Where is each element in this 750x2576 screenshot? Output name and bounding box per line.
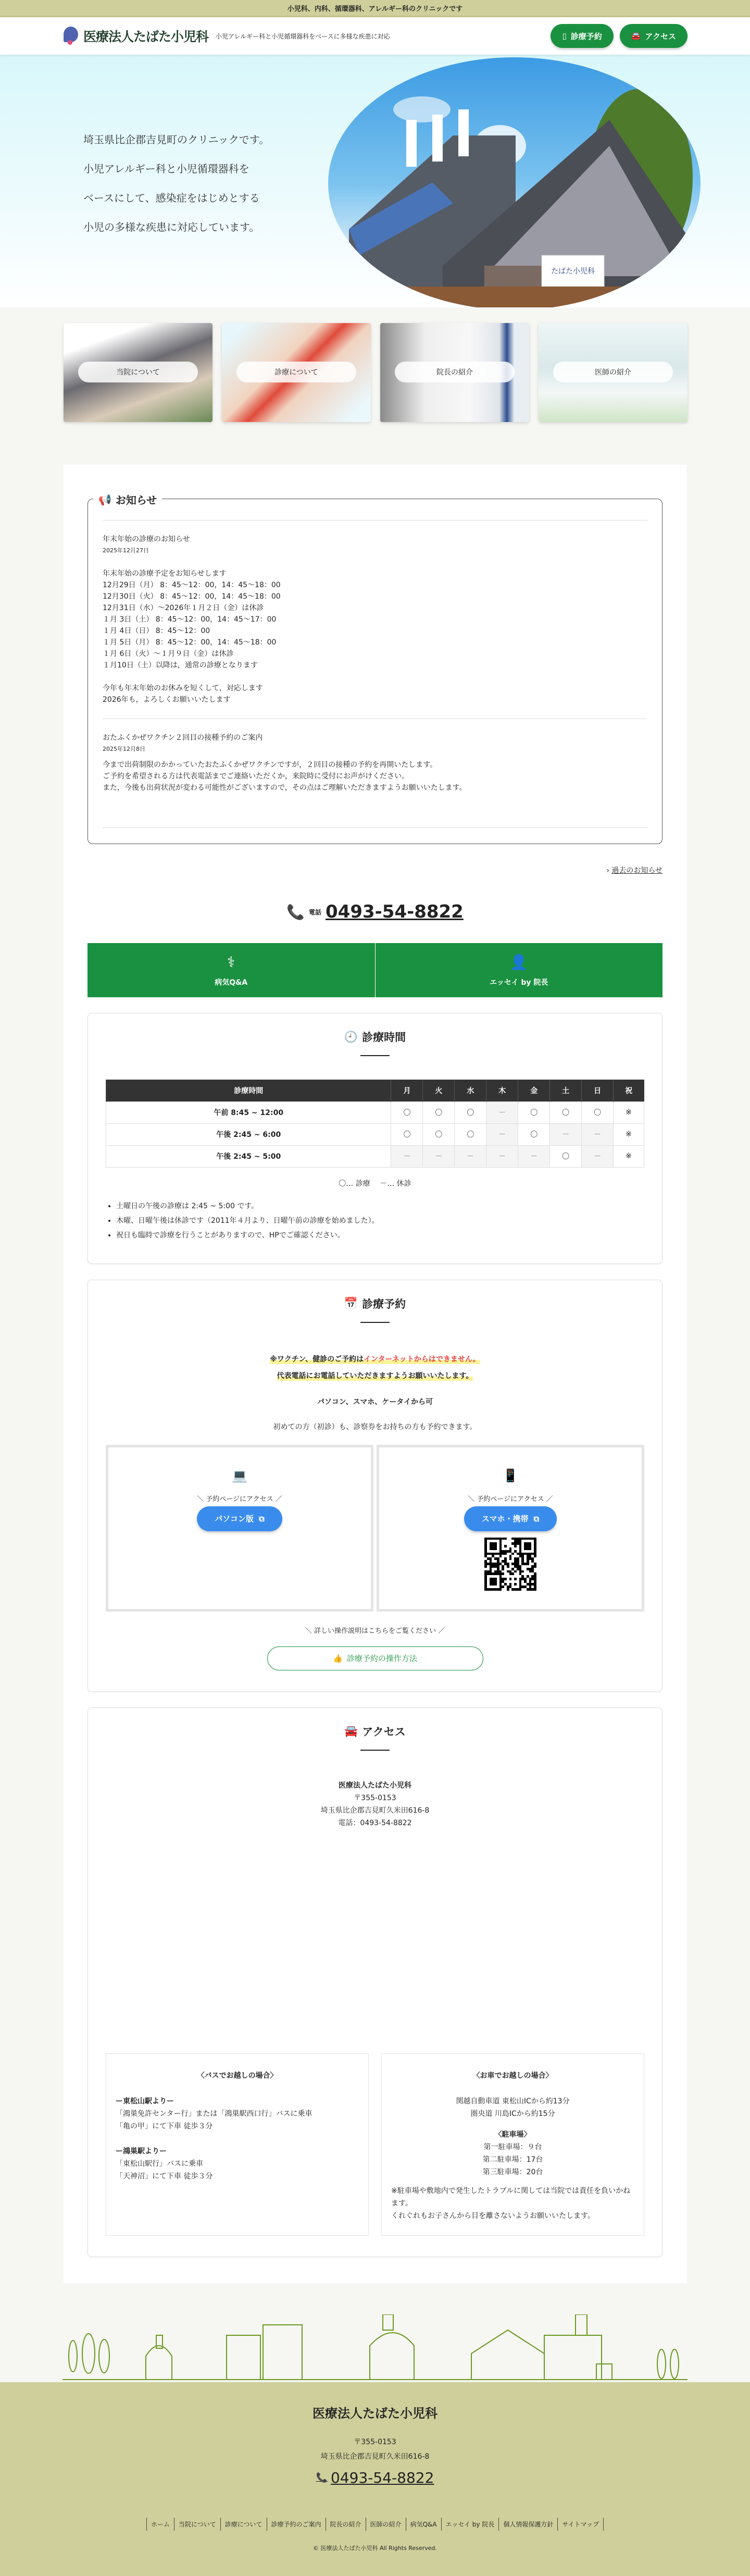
hours-row <box>106 1101 644 1123</box>
hero <box>0 55 750 307</box>
access-label: ＼ 予約ページにアクセス ／ <box>197 1495 282 1503</box>
reserve-options <box>106 1445 644 1612</box>
bus-line: 「亀の甲」にて下車 徒歩３分 <box>116 2122 213 2131</box>
hours-notes <box>106 1199 644 1243</box>
clinic-sign: たばた小児科 <box>551 267 595 276</box>
hours-cell: ※ <box>614 1101 644 1123</box>
disease-qa-button[interactable] <box>88 943 376 997</box>
footer-nav-link[interactable]: 個人情報保護方針 <box>498 2518 557 2531</box>
bus-line: 「天神沼」にて下車 徒歩３分 <box>116 2172 213 2181</box>
hours-cell: － <box>455 1145 486 1167</box>
news-body-line: １月 3日（土） 8：45～12：00，14：45～17：00 <box>103 615 277 624</box>
hours-cell: － <box>582 1145 614 1167</box>
phone-block <box>88 901 662 922</box>
news-body-line: 12月29日（月） 8：45～12：00，14：45～18：00 <box>103 581 281 589</box>
hours-cell: ※ <box>614 1123 644 1145</box>
hours-cell: 〇 <box>550 1101 582 1123</box>
bus-from: ー鴻巣駅よりー <box>116 2147 167 2156</box>
card-label: 診療について <box>236 362 356 382</box>
news-item-body <box>103 568 647 705</box>
hours-header-cell: 金 <box>518 1080 550 1101</box>
hours-cell: － <box>518 1145 550 1167</box>
footer-nav-link[interactable]: 医師の紹介 <box>366 2518 406 2531</box>
news-body-line: 今まで出荷制限のかかっていたおたふくかぜワクチンですが，２回目の接種の予約を再開いたします。 <box>103 761 438 769</box>
hero-line: ベースにして、感染症をはじめとする <box>83 192 260 204</box>
hours-row <box>106 1145 644 1167</box>
reserve-button[interactable] <box>551 24 613 48</box>
hero-line: 小児アレルギー科と小児循環器科を <box>83 163 249 175</box>
hours-heading <box>106 1029 644 1045</box>
parking-note: ※駐車場や敷地内で発生したトラブルに関しては当院では責任を負いかねます。 <box>391 2186 631 2208</box>
news-body-line: また，今後も出荷状況が変わる可能性がございますので，その点はご理解いただきますようお願いいたします。 <box>103 784 467 792</box>
news-item-date: 2025年12月27日 <box>103 547 149 554</box>
divider <box>360 1055 390 1056</box>
footer-nav-link[interactable]: サイトマップ <box>557 2518 604 2531</box>
car-directions <box>381 2053 644 2236</box>
thumbs-up-icon: 👍 <box>333 1653 343 1663</box>
warning-text: ※ワクチン、健診のご予約は <box>270 1355 364 1364</box>
hours-header-cell: 木 <box>486 1080 518 1101</box>
news-body-line: １月10日（土）以降は，通常の診療となります <box>103 661 258 670</box>
mobile-reserve-label: スマホ・携帯 <box>481 1514 529 1524</box>
car-icon: 🚘 <box>631 31 641 41</box>
access-button[interactable] <box>620 24 688 48</box>
hero-line: 小児の多様な疾患に対応しています。 <box>83 221 260 233</box>
calendar-icon: ▯ <box>562 31 567 41</box>
card-about-clinic[interactable] <box>64 323 213 422</box>
card-label: 院長の紹介 <box>395 362 515 382</box>
news-item-date: 2025年12月8日 <box>103 746 145 752</box>
news-item-body <box>103 759 647 794</box>
access-title: アクセス <box>362 1725 406 1738</box>
mobile-reserve-box <box>377 1445 644 1612</box>
hours-cell: 〇 <box>550 1145 582 1167</box>
bus-line: 「鴻巣免許センター行」または「鴻巣駅西口行」バスに乗車 <box>116 2109 312 2118</box>
footer-nav-link[interactable]: ホーム <box>146 2518 174 2531</box>
parking-line: 第三駐車場：20台 <box>482 2168 543 2176</box>
pc-reserve-button[interactable] <box>197 1506 282 1531</box>
hours-cell: － <box>486 1145 518 1167</box>
access-label: アクセス <box>645 31 676 41</box>
news-body-line: １月 5日（月） 8：45～12：00，14：45～18：00 <box>103 638 277 647</box>
hours-row-label: 午後 2:45 ~ 5:00 <box>106 1145 391 1167</box>
footer-nav-link[interactable]: 診療について <box>220 2518 267 2531</box>
hours-header-cell: 水 <box>455 1080 486 1101</box>
footer-phone-link[interactable]: 0493-54-8822 <box>331 2469 434 2486</box>
howto-label: 診療予約の操作方法 <box>346 1654 417 1663</box>
hours-note: • 祝日も臨時で診療を行うことがありますので、HPでご確認ください。 <box>116 1228 644 1243</box>
site-footer <box>0 2382 750 2576</box>
news-body-line: １月 4日（日） 8：45～12：00 <box>103 627 210 635</box>
car-title: 〈お車でお越しの場合〉 <box>472 2071 553 2080</box>
hours-cell: － <box>486 1101 518 1123</box>
mobile-reserve-button[interactable] <box>464 1506 557 1531</box>
hours-table <box>106 1080 644 1168</box>
footer-clinic-name: 医療法人たばた小児科 <box>312 2406 438 2421</box>
news-item-title[interactable]: おたふくかぜワクチン２回目の接種予約のご案内 <box>103 734 263 742</box>
hours-title: 診療時間 <box>362 1031 406 1044</box>
clinic-name: 医療法人たばた小児科 <box>339 1781 411 1790</box>
hours-header-cell: 祝 <box>614 1080 644 1101</box>
hours-cell: － <box>486 1123 518 1145</box>
access-label: ＼ 予約ページにアクセス ／ <box>468 1495 553 1503</box>
hours-cell: 〇 <box>455 1101 486 1123</box>
reserve-label: 診療予約 <box>570 31 602 41</box>
news-item-title[interactable]: 年末年始の診療のお知らせ <box>103 535 190 543</box>
divider <box>360 1750 390 1751</box>
hours-row-label: 午後 2:45 ~ 6:00 <box>106 1123 391 1145</box>
phone-icon: 📞 <box>316 2472 328 2483</box>
devices-text: パソコン、スマホ、ケータイから可 <box>317 1397 433 1406</box>
hours-row <box>106 1123 644 1145</box>
phone-number-link[interactable]: 0493-54-8822 <box>326 901 464 922</box>
hours-cell: 〇 <box>455 1123 486 1145</box>
bus-line: 「東松山駅行」バスに乗車 <box>116 2159 203 2168</box>
warning-red-text: インターネットからはできません。 <box>364 1355 480 1364</box>
hours-note: • 土曜日の午後の診療は 2:45 ~ 5:00 です。 <box>116 1199 644 1213</box>
news-body-line: ご予約を希望される方は代表電話までご連絡いただくか，来院時に受付にお声がけください。 <box>103 772 409 781</box>
parking-line: 第二駐車場：17台 <box>482 2155 543 2164</box>
top-announcement-bar <box>0 0 750 17</box>
news-body-line: 12月30日（火） 8：45～12：00，14：45～18：00 <box>103 592 281 601</box>
hours-legend: 〇… 診療 －… 休診 <box>339 1179 411 1188</box>
vaccine-warning <box>270 1354 480 1364</box>
hours-cell: 〇 <box>518 1123 550 1145</box>
reserve-section <box>88 1280 662 1692</box>
car-line: 圏央道 川島ICから約15分 <box>470 2109 555 2118</box>
news-body-line <box>103 671 647 683</box>
hours-cell: ※ <box>614 1145 644 1167</box>
footer-address-line: 埼玉県比企郡吉見町久米田616-8 <box>320 2452 430 2461</box>
call-request: 代表電話にお電話していただきますようお願いいたします。 <box>277 1370 473 1381</box>
address: 埼玉県比企郡吉見町久米田616-8 <box>320 1806 430 1815</box>
hours-cell: 〇 <box>391 1101 423 1123</box>
access-heading <box>106 1724 644 1739</box>
smartphone-icon: 📱 <box>503 1468 518 1483</box>
calendar-icon: 📅 <box>344 1297 358 1309</box>
footer-zip: 〒355-0153 <box>354 2437 396 2446</box>
reserve-heading <box>106 1296 644 1311</box>
news-body-line: 2026年も，よろしくお願いいたします <box>103 696 231 704</box>
hours-cell: 〇 <box>582 1101 614 1123</box>
reserve-title: 診療予約 <box>362 1297 406 1310</box>
clinic-building-photo <box>328 57 701 307</box>
phone-label: 電話 <box>309 908 322 916</box>
news-heading <box>93 492 162 507</box>
hours-section <box>88 1013 662 1264</box>
hours-header-cell: 診療時間 <box>106 1080 391 1101</box>
car-line: 関越自動車道 東松山ICから約13分 <box>456 2097 570 2106</box>
footer-nav-link[interactable]: 院長の紹介 <box>326 2518 366 2531</box>
logo-text: 医療法人たばた小児科 <box>83 29 209 44</box>
bus-from: ー東松山駅よりー <box>116 2097 174 2106</box>
megaphone-icon: 📢 <box>98 493 111 506</box>
first-visit-text: 初めての方（初診）も、診察券をお持ちの方も予約できます。 <box>273 1422 477 1431</box>
hours-cell: 〇 <box>423 1123 455 1145</box>
parking-note: くれぐれもお子さんから目を離さないようお願いいたします。 <box>391 2211 595 2220</box>
essay-label: エッセイ by 院長 <box>490 978 548 987</box>
zip-code: 〒355-0153 <box>354 1793 396 1802</box>
footer-address <box>0 2435 750 2464</box>
doctor-icon: 👤 <box>509 953 528 971</box>
parking-line: 第一駐車場：９台 <box>483 2142 542 2151</box>
divider <box>360 1322 390 1323</box>
hours-note: • 木曜、日曜午後は休診です（2011年４月より、日曜午前の診療を始めました）。 <box>116 1213 644 1228</box>
past-news-link[interactable]: 過去のお知らせ <box>611 866 662 875</box>
copyright: © 医療法人たばた小児科 All Rights Reserved. <box>312 2544 437 2552</box>
car-icon: 🚘 <box>344 1725 358 1737</box>
site-logo[interactable] <box>64 27 208 45</box>
card-label: 医師の紹介 <box>553 362 673 382</box>
hours-row-label: 午前 8:45 ~ 12:00 <box>106 1101 391 1123</box>
topbar-text: 小児科、内科、循環器科、アレルギー科のクリニックです <box>287 5 463 13</box>
news-body-line: １月 6日（火）～１月９日（金）は休診 <box>103 650 234 658</box>
news-body-line: 12月31日（水）～2026年１月２日（金）は休診 <box>103 604 264 612</box>
news-item <box>103 719 647 828</box>
hero-text <box>83 125 269 242</box>
howto-button[interactable] <box>267 1646 483 1670</box>
town-illustration <box>0 2314 750 2382</box>
news-section <box>88 493 662 844</box>
site-header <box>0 17 750 55</box>
hours-header-cell: 土 <box>550 1080 582 1101</box>
tel: 電話：0493-54-8822 <box>338 1818 412 1827</box>
external-link-icon: ⧉ <box>533 1514 540 1524</box>
news-title: お知らせ <box>115 494 157 506</box>
past-news: › 過去のお知らせ <box>606 866 662 875</box>
bus-title: 〈バスでお越しの場合〉 <box>197 2071 278 2080</box>
howto-caption: ＼ 詳しい操作説明はこちらをご覧ください ／ <box>305 1627 445 1635</box>
essay-button[interactable] <box>376 943 663 997</box>
main-content <box>64 465 686 2283</box>
clinic-address <box>106 1779 644 1829</box>
logo-icon <box>64 27 79 45</box>
qr-code <box>484 1538 536 1591</box>
laptop-icon: 💻 <box>232 1468 247 1483</box>
hours-cell: 〇 <box>423 1101 455 1123</box>
parking-title: 〈駐車場〉 <box>494 2130 531 2139</box>
bus-directions <box>106 2053 369 2236</box>
footer-nav-link[interactable]: 診療予約のご案内 <box>267 2518 326 2531</box>
stethoscope-icon: ⚕ <box>227 953 235 971</box>
map-area[interactable] <box>106 1829 644 2053</box>
card-director-intro[interactable] <box>380 323 529 422</box>
header-tagline: 小児アレルギー科と小児循環器科をベースに多様な疾患に対応 <box>216 32 390 40</box>
hours-cell: － <box>423 1145 455 1167</box>
news-item <box>103 520 647 719</box>
hours-header-cell: 火 <box>423 1080 455 1101</box>
card-doctors-intro[interactable] <box>539 323 688 422</box>
hours-header-cell: 月 <box>391 1080 423 1101</box>
hours-cell: 〇 <box>518 1101 550 1123</box>
hours-cell: － <box>550 1123 582 1145</box>
footer-nav-link[interactable]: エッセイ by 院長 <box>441 2518 499 2531</box>
footer-nav-link[interactable]: 当院について <box>174 2518 220 2531</box>
disease-qa-label: 病気Q&A <box>215 978 248 987</box>
clock-icon: 🕘 <box>344 1030 358 1043</box>
external-link-icon: ⧉ <box>258 1514 265 1524</box>
footer-phone <box>0 2469 750 2486</box>
access-section <box>88 1707 662 2257</box>
card-label: 当院について <box>78 362 198 382</box>
hero-line: 埼玉県比企郡吉見町のクリニックです。 <box>83 133 270 146</box>
news-body-line: 年末年始の診療予定をお知らせします <box>103 569 227 578</box>
hours-cell: － <box>391 1145 423 1167</box>
hours-header-cell: 日 <box>582 1080 614 1101</box>
news-body-line: 今年も年末年始のお休みを短くして，対応します <box>103 684 263 692</box>
phone-icon: 📞 <box>286 903 305 921</box>
green-links <box>88 943 662 997</box>
card-about-treatment[interactable] <box>222 323 371 422</box>
footer-nav-link[interactable]: 病気Q&A <box>406 2518 441 2531</box>
pc-reserve-label: パソコン版 <box>215 1514 254 1524</box>
hours-cell: 〇 <box>391 1123 423 1145</box>
feature-cards <box>0 307 750 444</box>
directions <box>106 2053 644 2236</box>
hours-cell: － <box>582 1123 614 1145</box>
pc-reserve-box <box>106 1445 373 1612</box>
